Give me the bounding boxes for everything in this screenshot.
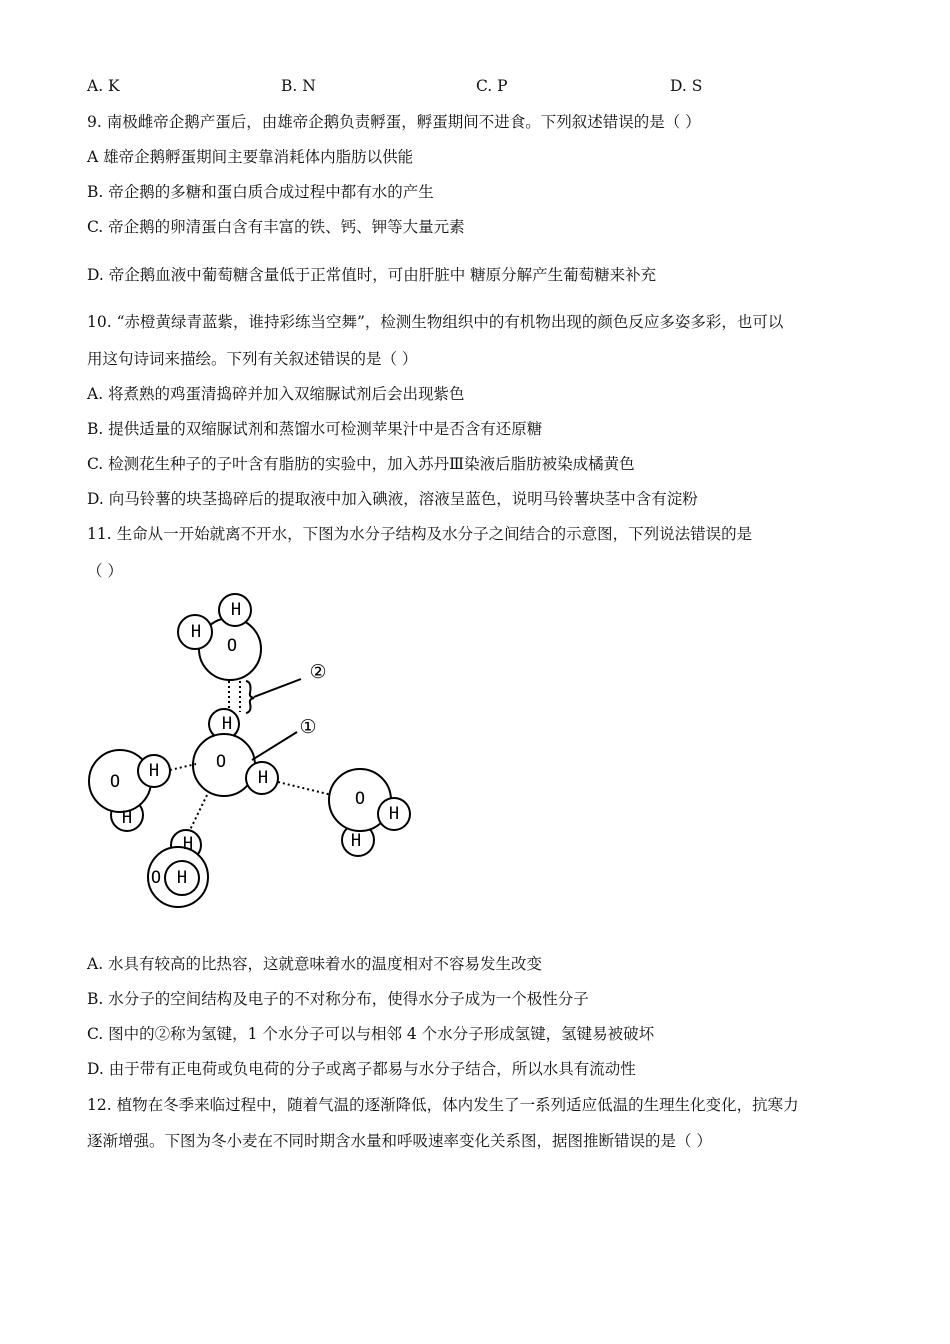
atom-label: O (226, 636, 238, 656)
q10-option-b: B. 提供适量的双缩脲试剂和蒸馏水可检测苹果汁中是否含有还原糖 (87, 420, 543, 438)
label-covalent-bond: ① (299, 716, 317, 738)
atom-label: H (182, 834, 194, 854)
atom-label: H (148, 761, 160, 781)
atom-label: H (230, 600, 242, 620)
q11-stem-line2: （ ） (87, 562, 123, 580)
q8-option-a: A. K (87, 77, 120, 95)
atom-label: O (215, 752, 227, 772)
q8-option-d: D. S (670, 77, 703, 95)
label-hydrogen-bond: ② (309, 661, 327, 683)
atom-label: O (150, 868, 162, 888)
atom-label: H (257, 768, 269, 788)
atom-label: H (221, 714, 233, 734)
atom-label: H (388, 804, 400, 824)
q11-option-b: B. 水分子的空间结构及电子的不对称分布，使得水分子成为一个极性分子 (87, 990, 589, 1008)
atom-label: H (176, 868, 188, 888)
q9-option-b: B. 帝企鹅的多糖和蛋白质合成过程中都有水的产生 (87, 183, 434, 201)
water-molecule-diagram (80, 590, 440, 920)
atom-label: O (109, 772, 121, 792)
q11-option-c: C. 图中的②称为氢键，1 个水分子可以与相邻 4 个水分子形成氢键，氢键易被破坏 (87, 1025, 655, 1043)
atom-label: H (190, 622, 202, 642)
q12-stem-line1: 12. 植物在冬季来临过程中，随着气温的逐渐降低，体内发生了一系列适应低温的生理生化变化，抗寒力 (87, 1096, 799, 1114)
q10-option-d: D. 向马铃薯的块茎捣碎后的提取液中加入碘液，溶液呈蓝色，说明马铃薯块茎中含有淀粉 (87, 490, 698, 508)
q9-option-d: D. 帝企鹅血液中葡萄糖含量低于正常值时，可由肝脏中 糖原分解产生葡萄糖来补充 (87, 266, 657, 284)
atom-label: H (121, 808, 133, 828)
q11-option-a: A. 水具有较高的比热容，这就意味着水的温度相对不容易发生改变 (87, 955, 543, 973)
q8-option-b: B. N (281, 77, 316, 95)
q10-option-a: A. 将煮熟的鸡蛋清捣碎并加入双缩脲试剂后会出现紫色 (87, 385, 465, 403)
q10-stem-line1: 10. “赤橙黄绿青蓝紫，谁持彩练当空舞”，检测生物组织中的有机物出现的颜色反应多姿多彩，也可以 (87, 313, 784, 331)
q12-stem-line2: 逐渐增强。下图为冬小麦在不同时期含水量和呼吸速率变化关系图，据图推断错误的是（ ） (87, 1132, 712, 1150)
q11-option-d: D. 由于带有正电荷或负电荷的分子或离子都易与水分子结合，所以水具有流动性 (87, 1060, 636, 1078)
q11-stem-line1: 11. 生命从一开始就离不开水，下图为水分子结构及水分子之间结合的示意图，下列说法错误的是 (87, 525, 753, 543)
q9-option-c: C. 帝企鹅的卵清蛋白含有丰富的铁、钙、钾等大量元素 (87, 218, 465, 236)
q10-option-c: C. 检测花生种子的子叶含有脂肪的实验中，加入苏丹Ⅲ染液后脂肪被染成橘黄色 (87, 455, 635, 473)
atom-label: O (354, 789, 366, 809)
atom-label: H (350, 831, 362, 851)
q10-stem-line2: 用这句诗词来描绘。下列有关叙述错误的是（ ） (87, 350, 418, 368)
q9-stem: 9. 南极雌帝企鹅产蛋后，由雄帝企鹅负责孵蛋，孵蛋期间不进食。下列叙述错误的是（ ） (87, 113, 701, 131)
q9-option-a: A 雄帝企鹅孵蛋期间主要靠消耗体内脂肪以供能 (87, 148, 414, 166)
q8-option-c: C. P (476, 77, 508, 95)
